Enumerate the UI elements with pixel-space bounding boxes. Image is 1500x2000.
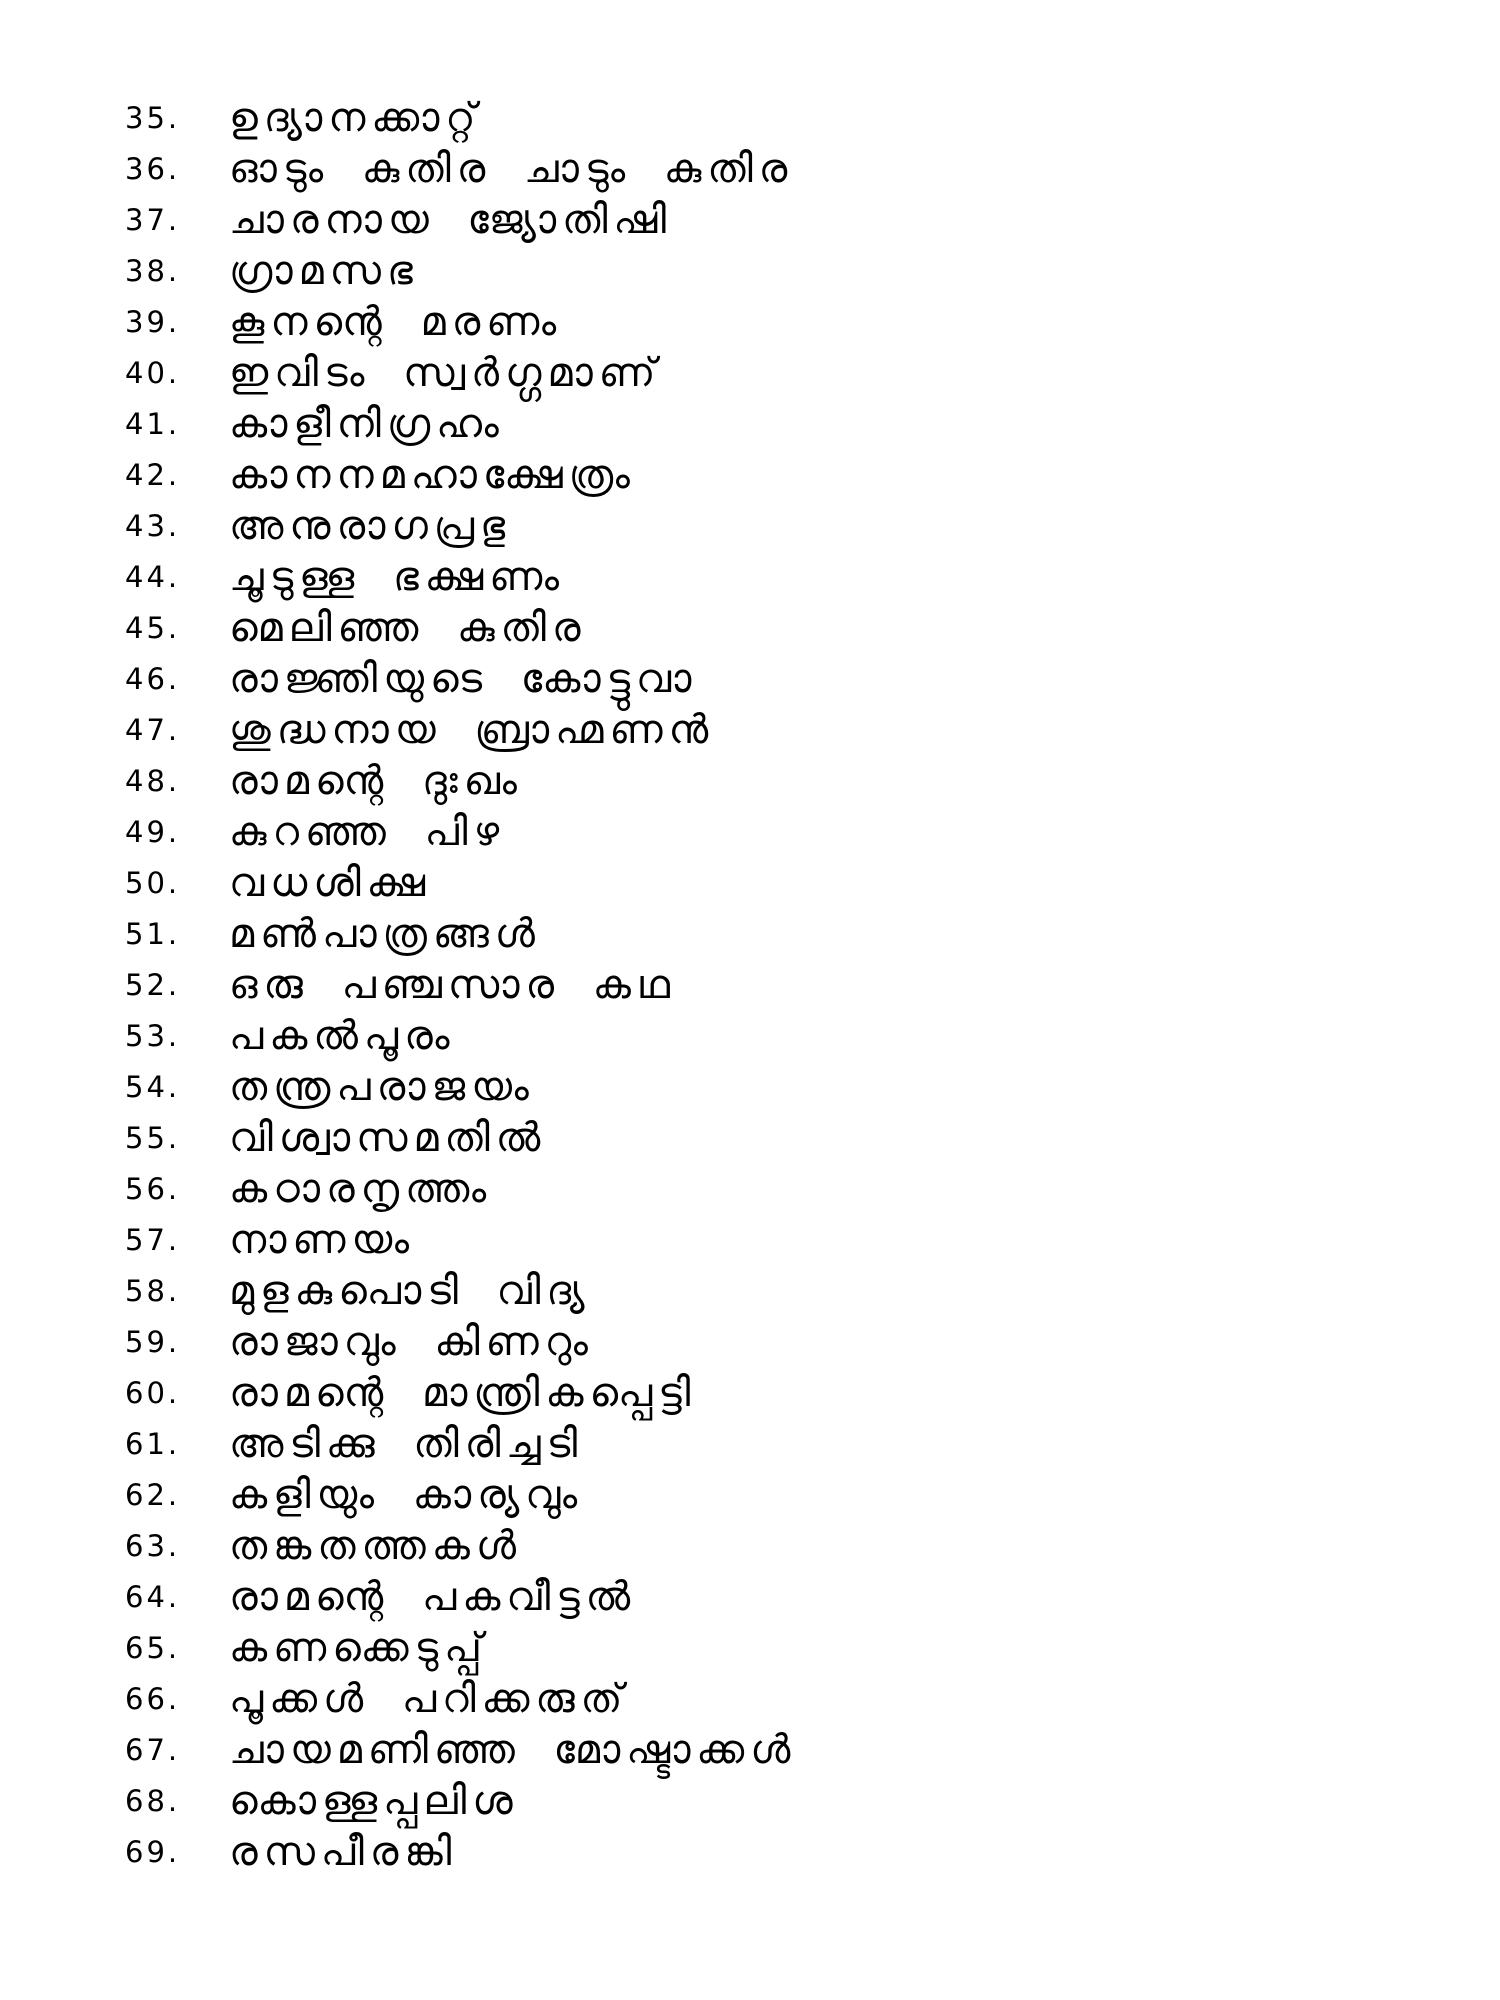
list-item <box>125 1214 1425 1265</box>
list-item <box>125 704 1425 755</box>
item-number: 68. <box>125 1783 181 1818</box>
item-number: 61. <box>125 1426 181 1461</box>
item-number: 40. <box>125 355 181 390</box>
item-number: 45. <box>125 610 181 645</box>
item-number: 37. <box>125 202 181 237</box>
story-list <box>125 92 1425 1877</box>
item-number: 36. <box>125 151 181 186</box>
list-item <box>125 806 1425 857</box>
item-title: ഇവിടം സ്വർഗ്ഗമാണ് <box>229 349 662 396</box>
list-item <box>125 959 1425 1010</box>
list-item <box>125 1163 1425 1214</box>
list-item <box>125 347 1425 398</box>
list-item <box>125 500 1425 551</box>
list-item <box>125 1367 1425 1418</box>
item-title: മുളകുപൊടി വിദ്യ <box>229 1267 591 1314</box>
item-number: 56. <box>125 1171 181 1206</box>
item-number: 58. <box>125 1273 181 1308</box>
list-item <box>125 449 1425 500</box>
item-title: രസപീരങ്കി <box>229 1828 458 1875</box>
item-number: 54. <box>125 1069 181 1104</box>
item-number: 57. <box>125 1222 181 1257</box>
item-number: 49. <box>125 814 181 849</box>
item-title: കുറഞ്ഞ പിഴ <box>229 808 506 855</box>
list-item <box>125 1061 1425 1112</box>
item-number: 48. <box>125 763 181 798</box>
item-number: 53. <box>125 1018 181 1053</box>
item-number: 46. <box>125 661 181 696</box>
list-item <box>125 551 1425 602</box>
list-item <box>125 92 1425 143</box>
item-title: പൂക്കൾ പറിക്കരുത് <box>229 1675 629 1722</box>
list-item <box>125 1469 1425 1520</box>
list-item <box>125 1418 1425 1469</box>
item-title: രാജ്ഞിയുടെ കോട്ടുവാ <box>229 655 698 702</box>
item-number: 55. <box>125 1120 181 1155</box>
item-number: 69. <box>125 1834 181 1869</box>
item-number: 62. <box>125 1477 181 1512</box>
item-title: രാമന്റെ പകവീട്ടൽ <box>229 1573 637 1620</box>
list-item <box>125 1520 1425 1571</box>
item-title: അനുരാഗപ്രഭു <box>229 502 512 549</box>
item-number: 39. <box>125 304 181 339</box>
list-item <box>125 1112 1425 1163</box>
item-title: കാനനമഹാക്ഷേത്രം <box>229 451 636 498</box>
item-title: ചായമണിഞ്ഞ മോഷ്ടാക്കൾ <box>229 1726 797 1773</box>
item-title: രാജാവും കിണറും <box>229 1318 594 1365</box>
list-item <box>125 1826 1425 1877</box>
list-item <box>125 1775 1425 1826</box>
item-title: വധശിക്ഷ <box>229 859 432 906</box>
item-title: കൂനന്റെ മരണം <box>229 298 563 345</box>
item-title: കാളീനിഗ്രഹം <box>229 400 505 447</box>
item-number: 59. <box>125 1324 181 1359</box>
item-number: 44. <box>125 559 181 594</box>
item-number: 66. <box>125 1681 181 1716</box>
list-item <box>125 1724 1425 1775</box>
item-number: 50. <box>125 865 181 900</box>
item-number: 42. <box>125 457 181 492</box>
item-title: മൺപാത്രങ്ങൾ <box>229 910 541 957</box>
item-title: കൊള്ളപ്പലിശ <box>229 1777 519 1824</box>
item-title: കണക്കെടുപ്പ് <box>229 1624 488 1671</box>
item-title: ഉദ്യാനക്കാറ്റ് <box>229 94 482 141</box>
list-item <box>125 1622 1425 1673</box>
item-title: രാമന്റെ ദുഃഖം <box>229 757 523 804</box>
item-title: പകൽപൂരം <box>229 1012 456 1059</box>
item-title: ഒരു പഞ്ചസാര കഥ <box>229 961 676 1008</box>
item-title: വിശ്വാസമതിൽ <box>229 1114 547 1161</box>
item-title: കളിയും കാര്യവും <box>229 1471 584 1518</box>
list-item <box>125 1571 1425 1622</box>
item-number: 65. <box>125 1630 181 1665</box>
item-title: ഗ്രാമസഭ <box>229 247 419 294</box>
item-number: 41. <box>125 406 181 441</box>
item-title: രാമന്റെ മാന്ത്രികപ്പെട്ടി <box>229 1369 697 1416</box>
item-number: 64. <box>125 1579 181 1614</box>
item-title: മെലിഞ്ഞ കുതിര <box>229 604 587 651</box>
item-number: 51. <box>125 916 181 951</box>
item-title: കഠാരനൃത്തം <box>229 1165 493 1212</box>
item-number: 35. <box>125 100 181 135</box>
list-item <box>125 296 1425 347</box>
item-number: 60. <box>125 1375 181 1410</box>
item-title: തന്ത്രപരാജയം <box>229 1063 535 1110</box>
list-item <box>125 1010 1425 1061</box>
list-item <box>125 857 1425 908</box>
item-number: 38. <box>125 253 181 288</box>
list-item <box>125 1265 1425 1316</box>
list-item <box>125 245 1425 296</box>
item-title: ചാരനായ ജ്യോതിഷി <box>229 196 672 243</box>
list-item <box>125 602 1425 653</box>
list-item <box>125 908 1425 959</box>
item-number: 63. <box>125 1528 181 1563</box>
item-title: തങ്കതത്തകൾ <box>229 1522 523 1569</box>
list-item <box>125 1316 1425 1367</box>
item-title: ഓടും കുതിര ചാടും കുതിര <box>229 145 794 192</box>
list-item <box>125 194 1425 245</box>
list-item <box>125 398 1425 449</box>
list-item <box>125 143 1425 194</box>
list-item <box>125 755 1425 806</box>
item-title: ചൂടുള്ള ഭക്ഷണം <box>229 553 566 600</box>
item-number: 67. <box>125 1732 181 1767</box>
list-item <box>125 653 1425 704</box>
item-number: 47. <box>125 712 181 747</box>
item-number: 43. <box>125 508 181 543</box>
item-number: 52. <box>125 967 181 1002</box>
item-title: ശുദ്ധനായ ബ്രാഹ്മണൻ <box>229 706 715 753</box>
list-item <box>125 1673 1425 1724</box>
item-title: അടിക്കു തിരിച്ചടി <box>229 1420 584 1467</box>
item-title: നാണയം <box>229 1216 416 1263</box>
